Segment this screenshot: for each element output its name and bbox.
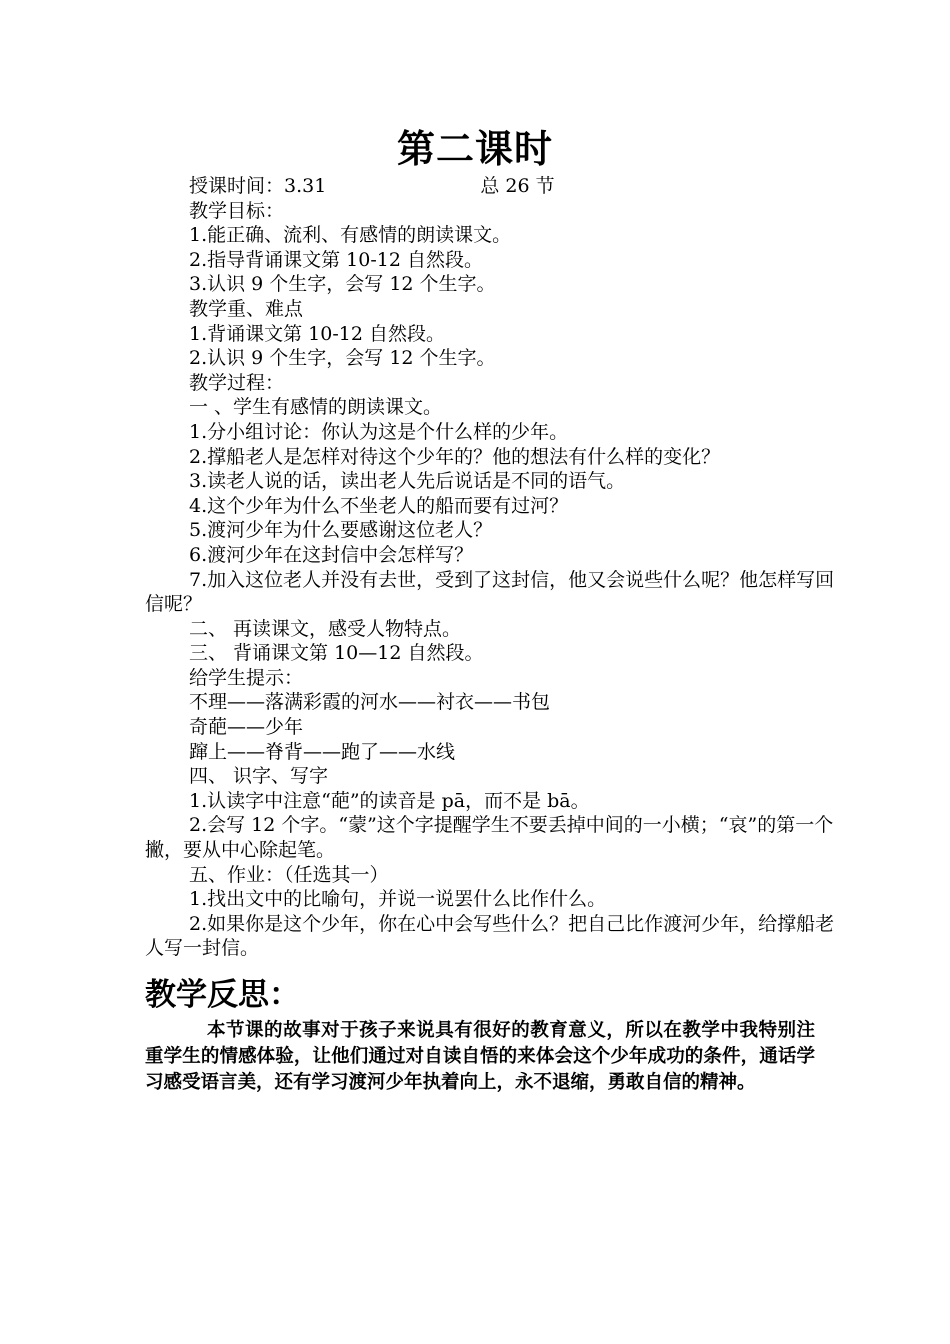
text-line: 2.撑船老人是怎样对待这个少年的？他的想法有什么样的变化？: [189, 445, 721, 468]
text-line: 蹿上——脊背——跑了——水线: [189, 740, 456, 763]
text-line: 三、 背诵课文第 10—12 自然段。: [189, 642, 484, 665]
lesson-time: 授课时间：3.31: [189, 175, 327, 197]
text-line: 3.读老人说的话，读出老人先后说话是不同的语气。: [189, 470, 626, 493]
text-line: 4.这个少年为什么不坐老人的船而要有过河？: [189, 494, 569, 517]
text-line: 1.分小组讨论：你认为这是个什么样的少年。: [189, 420, 569, 443]
text-paragraph: 2.会写 12 个字。“蒙”这个字提醒学生不要丢掉中间的一小横；“哀”的第一个撇，要从中心除起笔。: [145, 814, 834, 862]
reflection-heading: 教学反思：: [145, 977, 300, 1013]
lesson-meta: [145, 174, 835, 199]
text-line: 教学重、难点: [189, 297, 304, 320]
text-line: 一 、学生有感情的朗读课文。: [189, 396, 443, 419]
text-line: 1.找出文中的比喻句，并说一说罢什么比作什么。: [189, 888, 607, 911]
text-line: 教学目标：: [189, 199, 285, 222]
text-line: 五、作业：（任选其一）: [189, 863, 389, 886]
lesson-plan-body: [145, 174, 835, 961]
text-line: 教学过程：: [189, 371, 285, 394]
text-line: 5.渡河少年为什么要感谢这位老人？: [189, 519, 493, 542]
text-line: 1.背诵课文第 10-12 自然段。: [189, 322, 445, 345]
text-line: 3.认识 9 个生字，会写 12 个生字。: [189, 273, 496, 296]
text-line: 2.指导背诵课文第 10-12 自然段。: [189, 248, 483, 271]
text-line: 四、 识字、写字: [189, 765, 329, 788]
text-line: 2.认识 9 个生字，会写 12 个生字。: [189, 347, 496, 370]
text-line: 给学生提示：: [189, 666, 304, 689]
text-line: 1.认读字中注意“葩”的读音是 pā，而不是 bā。: [189, 789, 590, 812]
text-line: 1.能正确、流利、有感情的朗读课文。: [189, 224, 512, 247]
text-paragraph: 2.如果你是这个少年，你在心中会写些什么？把自己比作渡河少年，给撑船老人写一封信。: [145, 912, 835, 960]
reflection-text: 本节课的故事对于孩子来说具有很好的教育意义，所以在教学中我特别注重学生的情感体验，让他们通过对自读自悟的来体会这个少年成功的条件，通话学习感受语言美，还有学习渡河少年执着向上，永不退缩，勇敢自信的精神。: [145, 1020, 815, 1094]
page-title: 第二课时: [396, 127, 553, 171]
lesson-total: 总 26 节: [480, 175, 555, 197]
text-line: 不理——落满彩霞的河水——衬衣——书包: [189, 691, 551, 714]
text-line: 6.渡河少年在这封信中会怎样写？: [189, 543, 474, 566]
text-line: 奇葩——少年: [189, 716, 304, 739]
text-line: 二、 再读课文，感受人物特点。: [189, 617, 462, 640]
text-paragraph: 7.加入这位老人并没有去世，受到了这封信，他又会说些什么呢？他怎样写回信呢？: [145, 568, 835, 616]
